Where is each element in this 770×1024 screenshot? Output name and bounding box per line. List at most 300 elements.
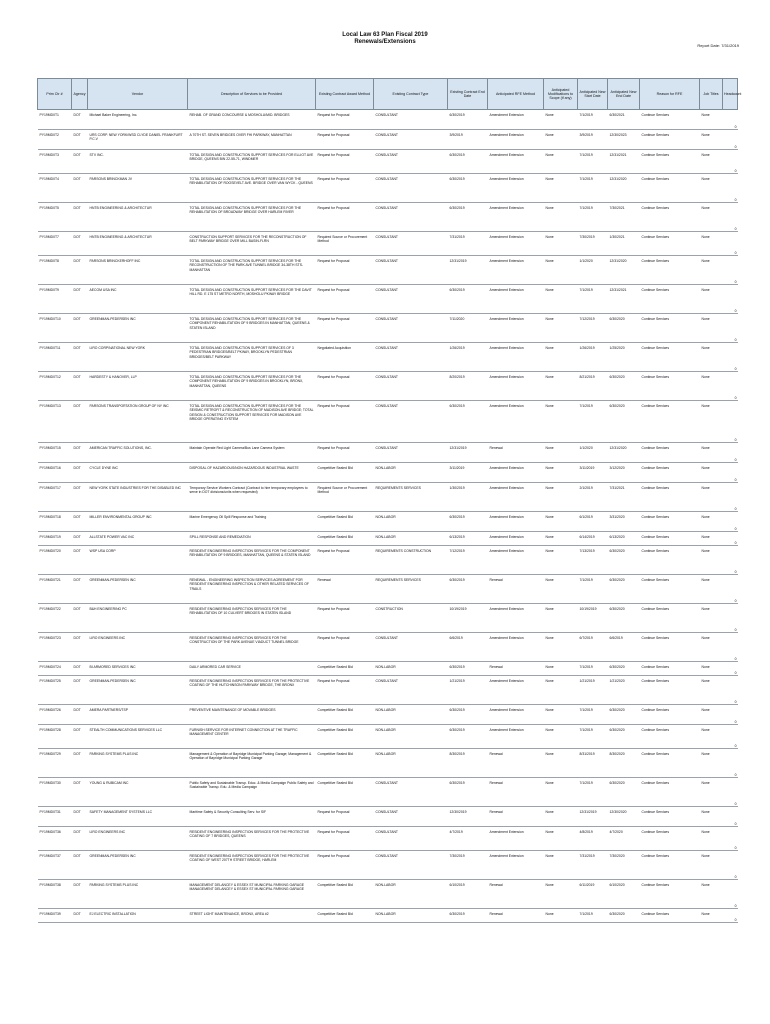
table-cell: DOT: [72, 827, 88, 851]
table-cell: 6/30/2020: [608, 662, 640, 676]
table-cell: MILLER ENVIRONMENTAL GROUP INC: [88, 512, 188, 532]
renewals-table: [37, 78, 742, 923]
table-cell: PARKING SYSTEMS PLUS INC: [88, 880, 188, 909]
table-cell: 1/21/2019: [448, 676, 488, 705]
table-cell: 0: [723, 807, 738, 827]
column-header: Prim Ctr #: [38, 79, 72, 110]
table-cell: PY19MD0T13: [38, 401, 72, 443]
table-cell: 0: [723, 130, 738, 150]
column-header: Headcount: [723, 79, 738, 110]
table-cell: None: [544, 662, 578, 676]
table-row: [38, 130, 738, 150]
table-cell: 7/31/2019: [448, 232, 488, 256]
table-cell: CONSULTANT: [374, 174, 448, 203]
table-cell: None: [544, 512, 578, 532]
table-cell: 7/31/2019: [578, 851, 608, 880]
table-cell: Request for Proposal: [316, 372, 374, 401]
table-cell: NON-LABOR: [374, 749, 448, 778]
table-cell: 6/30/2019: [448, 203, 488, 232]
table-cell: DOT: [72, 150, 88, 174]
table-cell: None: [700, 130, 723, 150]
column-header: Agency: [72, 79, 88, 110]
table-cell: DOT: [72, 110, 88, 130]
table-cell: CONSULTANT: [374, 443, 448, 463]
table-cell: Renewal: [488, 575, 544, 604]
table-cell: None: [544, 372, 578, 401]
table-cell: 6/30/2020: [608, 909, 640, 923]
table-cell: GREENMAN-PEDERSEN INC: [88, 314, 188, 343]
table-cell: None: [700, 401, 723, 443]
table-cell: 0: [723, 174, 738, 203]
table-cell: 7/12/2019: [448, 546, 488, 575]
table-cell: 0: [723, 880, 738, 909]
table-cell: None: [544, 827, 578, 851]
table-cell: GREENMAN-PEDERSEN INC: [88, 851, 188, 880]
table-cell: Request for Proposal: [316, 807, 374, 827]
table-cell: Maritime Safety & Security Consulting Serv. for SIF: [188, 807, 316, 827]
table-cell: 0: [723, 372, 738, 401]
table-cell: 0: [723, 150, 738, 174]
table-cell: CONSULTANT: [374, 633, 448, 662]
table-row: [38, 662, 738, 676]
table-cell: CONSULTANT: [374, 851, 448, 880]
report-date: Report Date: 7/31/2019: [697, 43, 739, 48]
table-cell: DOT: [72, 203, 88, 232]
table-cell: Competitive Sealed Bid: [316, 463, 374, 483]
table-cell: 0: [723, 110, 738, 130]
table-cell: None: [544, 150, 578, 174]
table-cell: Renewal: [488, 749, 544, 778]
table-cell: Competitive Sealed Bid: [316, 909, 374, 923]
table-cell: PY19MD0T4: [38, 174, 72, 203]
table-cell: 4/7/2019: [448, 827, 488, 851]
table-cell: 7/1/2019: [578, 401, 608, 443]
column-header: Anticipated New End Date: [608, 79, 640, 110]
table-cell: PY19MD0T38: [38, 880, 72, 909]
table-cell: 6/30/2020: [608, 705, 640, 725]
table-cell: None: [700, 256, 723, 285]
table-cell: None: [700, 285, 723, 314]
table-cell: Amendment Extension: [488, 285, 544, 314]
column-header: Existing Contract Type: [374, 79, 448, 110]
table-cell: 0: [723, 749, 738, 778]
table-cell: Competitive Sealed Bid: [316, 532, 374, 546]
table-cell: RESIDENT ENGINEERING INSPECTION SERVICES FOR THE COMPONENT REHABILITATION OF 9 BRIDGES, MANHATTAN, QUEENS & STATEN ISLAND: [188, 546, 316, 575]
table-cell: None: [700, 483, 723, 512]
table-cell: DOT: [72, 778, 88, 807]
table-cell: None: [700, 633, 723, 662]
table-cell: PARSONS BRINCKMAN JV: [88, 174, 188, 203]
table-cell: YOUNG & RUBICAM INC: [88, 778, 188, 807]
table-cell: 7/30/2021: [608, 203, 640, 232]
table-cell: Request for Proposal: [316, 314, 374, 343]
table-cell: Amendment Extension: [488, 130, 544, 150]
table-cell: Competitive Sealed Bid: [316, 705, 374, 725]
table-cell: Continue Services: [640, 662, 700, 676]
table-cell: Continue Services: [640, 827, 700, 851]
table-cell: Marine Emergency Oil Spill Response and Training: [188, 512, 316, 532]
column-header: Description of Services to be Provided: [188, 79, 316, 110]
table-cell: Request for Proposal: [316, 443, 374, 463]
table-cell: Amendment Extension: [488, 343, 544, 372]
table-cell: DOT: [72, 463, 88, 483]
table-cell: None: [700, 662, 723, 676]
table-cell: 0: [723, 705, 738, 725]
table-cell: PY19MD0T29: [38, 749, 72, 778]
table-cell: TOTAL DESIGN AND CONSTRUCTION SUPPORT SERVICES FOR THE REHABILITATION OF ROOSEVELT AVE. BRIDGE OVER VAN WYCK - QUEENS: [188, 174, 316, 203]
table-cell: Amendment Extension: [488, 512, 544, 532]
table-cell: 1/26/2019: [448, 343, 488, 372]
table-cell: 0: [723, 256, 738, 285]
table-row: [38, 851, 738, 880]
table-cell: None: [544, 575, 578, 604]
table-cell: 7/1/2019: [578, 285, 608, 314]
table-cell: Request for Proposal: [316, 256, 374, 285]
table-cell: PY19MD0T9: [38, 285, 72, 314]
column-header: Anticipated Modifications to Scope (if any): [544, 79, 578, 110]
table-cell: None: [544, 463, 578, 483]
table-cell: 1/1/2020: [578, 256, 608, 285]
table-cell: 1/26/2019: [578, 343, 608, 372]
table-cell: None: [700, 314, 723, 343]
table-cell: None: [700, 725, 723, 749]
table-cell: HARDESTY & HANOVER, LLP: [88, 372, 188, 401]
table-cell: PARKING SYSTEMS PLUS INC: [88, 749, 188, 778]
table-cell: TOTAL DESIGN AND CONSTRUCTION SUPPORT SERVICES FOR ELLIOT AVE BRIDGE, QUEENS BIN 22-55-71, WINDMER: [188, 150, 316, 174]
table-cell: NON-LABOR: [374, 705, 448, 725]
table-cell: Continue Services: [640, 725, 700, 749]
table-cell: NON-LABOR: [374, 512, 448, 532]
table-cell: Michael Baker Engineering, Inc.: [88, 110, 188, 130]
table-cell: CONSULTANT: [374, 314, 448, 343]
table-cell: 6/30/2020: [608, 546, 640, 575]
table-cell: PY19MD0T28: [38, 725, 72, 749]
table-cell: NON-LABOR: [374, 532, 448, 546]
table-cell: CONSULTANT: [374, 401, 448, 443]
table-cell: PY19MD0T8: [38, 256, 72, 285]
table-cell: Competitive Sealed Bid: [316, 512, 374, 532]
table-cell: 6/6/2019: [608, 633, 640, 662]
table-cell: 6/30/2019: [448, 512, 488, 532]
table-cell: 7/1/2019: [578, 575, 608, 604]
table-cell: 1/30/2019: [448, 483, 488, 512]
table-cell: None: [700, 880, 723, 909]
table-cell: Renewal: [488, 807, 544, 827]
table-cell: 10/19/2019: [448, 604, 488, 633]
table-cell: CONSULTANT: [374, 150, 448, 174]
table-row: [38, 909, 738, 923]
table-cell: Continue Services: [640, 401, 700, 443]
table-cell: Continue Services: [640, 512, 700, 532]
table-cell: 6/30/2019: [448, 705, 488, 725]
table-cell: CONSULTANT: [374, 372, 448, 401]
table-cell: None: [544, 705, 578, 725]
table-cell: DOT: [72, 851, 88, 880]
table-row: [38, 174, 738, 203]
table-cell: DOT: [72, 512, 88, 532]
table-cell: 6/30/2020: [608, 575, 640, 604]
table-cell: PY19MD0T19: [38, 532, 72, 546]
table-cell: 6/10/2020: [608, 880, 640, 909]
title-line-1: Local Law 63 Plan Fiscal 2019: [342, 32, 428, 38]
table-row: [38, 110, 738, 130]
table-cell: None: [544, 174, 578, 203]
table-cell: HNTB ENGINEERING & ARCHITECTUR: [88, 232, 188, 256]
table-cell: Amendment Extension: [488, 232, 544, 256]
table-cell: 6/30/2020: [608, 372, 640, 401]
table-row: [38, 532, 738, 546]
table-cell: PY19MD0T37: [38, 851, 72, 880]
table-row: [38, 676, 738, 705]
table-cell: 0: [723, 532, 738, 546]
table-cell: Amendment Extension: [488, 851, 544, 880]
table-cell: Continue Services: [640, 604, 700, 633]
table-cell: None: [700, 705, 723, 725]
table-cell: FURNISH SERVICE FOR INTERNET CONNECTION AT THE TRAFFIC MANAGEMENT CENTER: [188, 725, 316, 749]
table-cell: 6/30/2020: [608, 314, 640, 343]
table-cell: REQUIREMENTS SERVICES: [374, 575, 448, 604]
table-cell: None: [700, 372, 723, 401]
table-row: [38, 150, 738, 174]
table-cell: Amendment Extension: [488, 725, 544, 749]
table-cell: None: [544, 314, 578, 343]
table-cell: 12/31/2020: [608, 443, 640, 463]
table-cell: PY19MD0T26: [38, 705, 72, 725]
table-cell: AMERICAN TRAFFIC SOLUTIONS, INC.: [88, 443, 188, 463]
table-cell: Request for Proposal: [316, 851, 374, 880]
table-cell: GREENMAN-PEDERSEN INC: [88, 575, 188, 604]
table-cell: WSP USA CORP: [88, 546, 188, 575]
table-cell: 8/31/2019: [578, 749, 608, 778]
table-cell: LIRO CORP/NATIONAL NEW YORK: [88, 343, 188, 372]
table-cell: Maintain Operate Red Light Camera/Bus Lane Camera System: [188, 443, 316, 463]
table-cell: RESIDENT ENGINEERING INSPECTION SERVICES FOR THE CONSTRUCTION OF THE PARK AVENUE VIADUCT TUNNEL BRIDGE: [188, 633, 316, 662]
table-cell: DOT: [72, 676, 88, 705]
table-cell: Continue Services: [640, 909, 700, 923]
table-cell: Continue Services: [640, 285, 700, 314]
table-cell: PY19MD0T36: [38, 827, 72, 851]
table-cell: Amendment Extension: [488, 256, 544, 285]
table-cell: CONSULTANT: [374, 827, 448, 851]
table-cell: 8/21/2019: [578, 372, 608, 401]
table-cell: Competitive Sealed Bid: [316, 778, 374, 807]
table-cell: None: [544, 807, 578, 827]
table-cell: PY19MD0T25: [38, 676, 72, 705]
table-cell: DOT: [72, 256, 88, 285]
table-cell: Management & Operation of Bayridge Municipal Parking Garage; Management & Operation of Bayridge Municipal Parking Garage: [188, 749, 316, 778]
table-cell: None: [700, 443, 723, 463]
table-cell: Required Source or Procurement Method: [316, 483, 374, 512]
table-cell: 0: [723, 851, 738, 880]
table-cell: 1/25/2020: [608, 343, 640, 372]
table-row: [38, 285, 738, 314]
table-cell: Amendment Extension: [488, 401, 544, 443]
table-cell: Request for Proposal: [316, 130, 374, 150]
table-cell: Public Safety and Sustainable Transp. Educ. & Media Campaign Public Safety and Sustainable Transp. Edu. & Media Campaign: [188, 778, 316, 807]
table-cell: 12/31/2021: [608, 285, 640, 314]
table-cell: CONSULTANT: [374, 130, 448, 150]
table-cell: 0: [723, 909, 738, 923]
table-row: [38, 483, 738, 512]
table-row: [38, 256, 738, 285]
table-cell: PY19MD0T18: [38, 512, 72, 532]
table-cell: None: [544, 401, 578, 443]
table-cell: Request for Proposal: [316, 110, 374, 130]
table-cell: PY19MD0T39: [38, 909, 72, 923]
table-row: [38, 314, 738, 343]
table-cell: CONSULTANT: [374, 285, 448, 314]
table-cell: None: [700, 532, 723, 546]
table-cell: 7/12/2019: [578, 314, 608, 343]
table-cell: 12/31/2019: [448, 256, 488, 285]
table-row: [38, 512, 738, 532]
table-cell: None: [544, 880, 578, 909]
table-cell: B&H ENGINEERING PC: [88, 604, 188, 633]
table-cell: None: [700, 150, 723, 174]
table-cell: Amendment Extension: [488, 203, 544, 232]
table-cell: 0: [723, 483, 738, 512]
table-cell: DISPOSAL OF HAZARDOUS/NON HAZARDOUS INDUSTRIAL WASTE: [188, 463, 316, 483]
table-row: [38, 827, 738, 851]
table-cell: PY19MD0T12: [38, 372, 72, 401]
table-cell: DOT: [72, 130, 88, 150]
column-header: Existing Contract Award Method: [316, 79, 374, 110]
table-cell: 3/31/2020: [608, 512, 640, 532]
table-cell: 10/19/2019: [578, 604, 608, 633]
table-cell: Amendment Extension: [488, 604, 544, 633]
table-cell: 6/30/2020: [608, 725, 640, 749]
table-cell: Renewal: [316, 575, 374, 604]
table-cell: Continue Services: [640, 232, 700, 256]
table-cell: 6/30/2020: [608, 778, 640, 807]
table-cell: SAFETY MANAGEMENT SYSTEMS LLC: [88, 807, 188, 827]
table-cell: Continue Services: [640, 851, 700, 880]
table-cell: SPILL RESPONSE AND REMEDIATION: [188, 532, 316, 546]
table-cell: 0: [723, 232, 738, 256]
table-cell: None: [700, 343, 723, 372]
column-header: Reason for RFE: [640, 79, 700, 110]
table-cell: None: [544, 725, 578, 749]
table-cell: HNTB ENGINEERING & ARCHITECTUR: [88, 203, 188, 232]
table-cell: CONSULTANT: [374, 110, 448, 130]
table-cell: None: [544, 851, 578, 880]
table-cell: RESIDENT ENGINEERING INSPECTION SERVICES FOR THE REHABILITATION OF 10 CULVERT BRIDGES IN STATEN ISLAND: [188, 604, 316, 633]
table-cell: DAILY ARMORED CAR SERVICE: [188, 662, 316, 676]
table-cell: 7/31/2021: [608, 483, 640, 512]
table-cell: None: [700, 546, 723, 575]
table-cell: 6/30/2019: [448, 174, 488, 203]
table-cell: Amendment Extension: [488, 705, 544, 725]
table-cell: CONSTRUCTION SUPPORT SERVICES FOR THE RECONSTRUCTION OF BELT PARKWAY BRIDGE OVER MILL BASIN-FLRN: [188, 232, 316, 256]
table-cell: PREVENTIVE MAINTENANCE OF MOVABLE BRIDGES: [188, 705, 316, 725]
table-cell: PY19MD0T2: [38, 130, 72, 150]
report-title: [37, 32, 733, 46]
table-cell: Continue Services: [640, 256, 700, 285]
table-cell: DOT: [72, 662, 88, 676]
table-cell: 0: [723, 463, 738, 483]
table-cell: PY19MD0T11: [38, 343, 72, 372]
table-cell: DOT: [72, 807, 88, 827]
table-cell: 12/31/2019: [578, 807, 608, 827]
table-cell: None: [544, 676, 578, 705]
table-cell: CONSULTANT: [374, 778, 448, 807]
table-cell: PY19MD0T1: [38, 110, 72, 130]
title-line-2: Renewals/Extensions: [354, 39, 416, 45]
table-cell: CONSULTANT: [374, 676, 448, 705]
table-cell: Amendment Extension: [488, 150, 544, 174]
table-cell: Continue Services: [640, 343, 700, 372]
table-cell: PY19MD0T23: [38, 633, 72, 662]
table-cell: TOTAL DESIGN AND CONSTRUCTION SUPPORT SERVICES FOR THE COMPONENT REHABILITATION OF 9 BRIDGES IN MANHATTAN, QUEENS & STATEN ISLAND: [188, 314, 316, 343]
table-cell: 0: [723, 778, 738, 807]
table-cell: 2/1/2019: [578, 483, 608, 512]
table-cell: PARSONS TRANSPORTATION GROUP OF NY INC: [88, 401, 188, 443]
table-cell: Competitive Sealed Bid: [316, 880, 374, 909]
table-cell: PY19MD0T7: [38, 232, 72, 256]
table-cell: DOT: [72, 343, 88, 372]
table-cell: DOT: [72, 705, 88, 725]
table-row: [38, 372, 738, 401]
table-cell: DOT: [72, 725, 88, 749]
table-cell: 6/1/2019: [578, 512, 608, 532]
table-cell: None: [544, 443, 578, 463]
table-cell: 12/31/2020: [608, 256, 640, 285]
table-cell: Renewal: [488, 880, 544, 909]
table-cell: Continue Services: [640, 546, 700, 575]
table-cell: 1/21/2019: [578, 676, 608, 705]
table-cell: NON-LABOR: [374, 909, 448, 923]
table-cell: RESIDENT ENGINEERING INSPECTION SERVICES FOR THE PROTECTIVE COATING OF 7 BRIDGES, QUEENS: [188, 827, 316, 851]
table-cell: DOT: [72, 546, 88, 575]
table-cell: DOT: [72, 443, 88, 463]
table-row: [38, 749, 738, 778]
table-cell: NON-LABOR: [374, 880, 448, 909]
table-cell: REHAB. OF GRAND CONCOURSE & MOSHOLU/MID. BRIDGES: [188, 110, 316, 130]
table-cell: Request for Proposal: [316, 604, 374, 633]
table-cell: LIRO ENGINEERS INC: [88, 633, 188, 662]
table-cell: CONSTRUCTION: [374, 604, 448, 633]
table-cell: 0: [723, 401, 738, 443]
table-cell: NON-LABOR: [374, 725, 448, 749]
table-cell: CONSULTANT: [374, 807, 448, 827]
table-cell: 6/30/2019: [448, 285, 488, 314]
table-cell: Request for Proposal: [316, 676, 374, 705]
table-cell: Request for Proposal: [316, 827, 374, 851]
table-cell: 7/13/2019: [578, 546, 608, 575]
table-cell: DOT: [72, 633, 88, 662]
table-cell: 6/11/2019: [578, 880, 608, 909]
table-cell: Required Source or Procurement Method: [316, 232, 374, 256]
table-cell: DOT: [72, 174, 88, 203]
table-cell: DOT: [72, 285, 88, 314]
table-cell: 6/30/2019: [448, 575, 488, 604]
table-row: [38, 546, 738, 575]
table-cell: 12/30/2023: [608, 130, 640, 150]
table-cell: TOTAL DESIGN AND CONSTRUCTION SUPPORT SERVICES FOR THE DAVIT HILL RD. E 175 ST METRO NORTH, MOSHOLU PKWAY BRIDGE: [188, 285, 316, 314]
table-cell: None: [544, 778, 578, 807]
table-cell: 0: [723, 662, 738, 676]
table-cell: None: [700, 909, 723, 923]
table-cell: Continue Services: [640, 443, 700, 463]
table-cell: None: [544, 909, 578, 923]
table-cell: 7/11/2020: [448, 314, 488, 343]
table-cell: Continue Services: [640, 463, 700, 483]
table-cell: 7/30/2019: [578, 232, 608, 256]
table-cell: None: [544, 130, 578, 150]
table-cell: 6/13/2019: [448, 532, 488, 546]
table-cell: RESIDENT ENGINEERING INSPECTION SERVICES FOR THE PROTECTIVE COATING OF THE HUTCHINSON PARKWAY BRIDGE, THE BRONX: [188, 676, 316, 705]
table-cell: Request for Proposal: [316, 633, 374, 662]
